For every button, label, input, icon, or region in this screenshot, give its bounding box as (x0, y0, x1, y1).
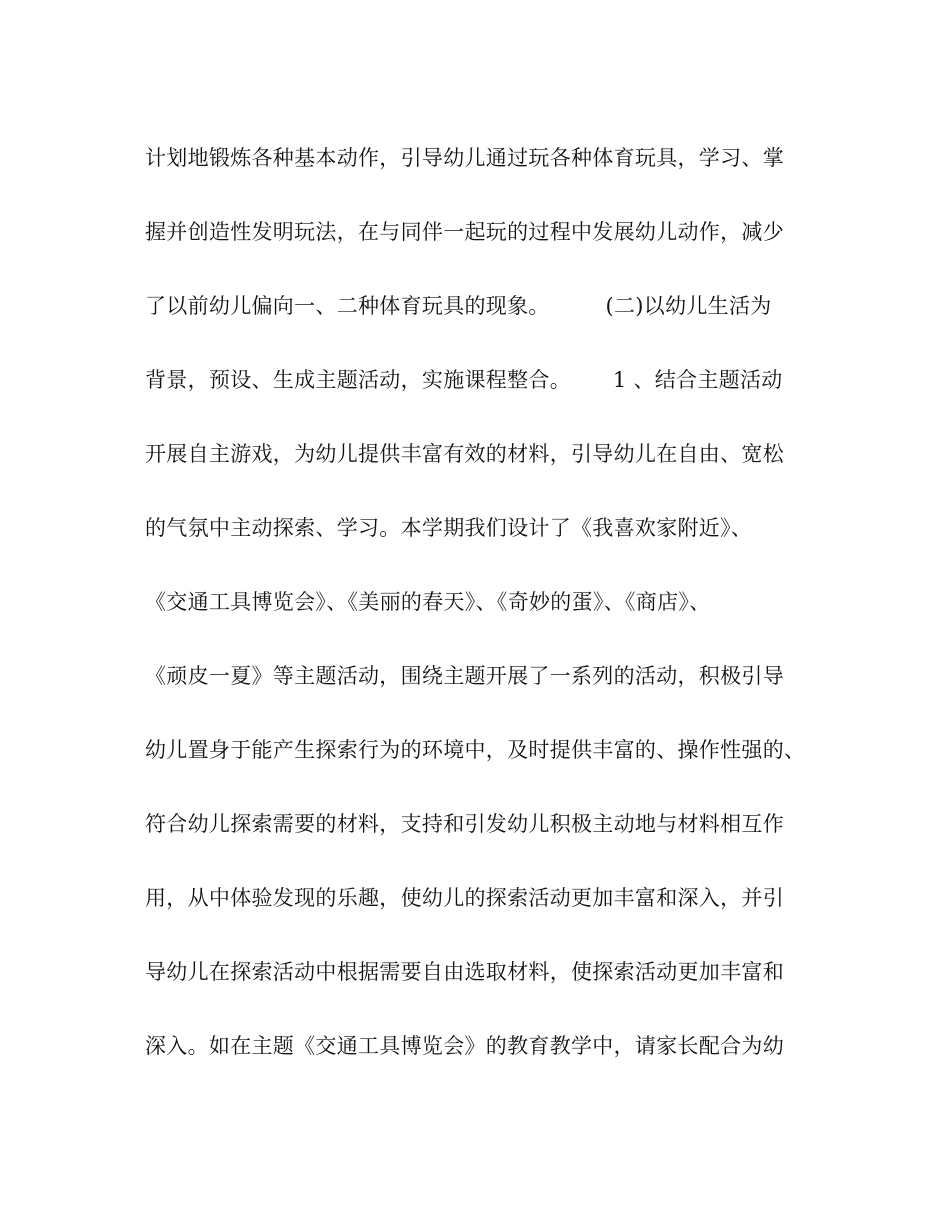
text-line: 握并创造性发明玩法，在与同伴一起玩的过程中发展幼儿动作，减少 (145, 220, 784, 244)
text-line: 幼儿置身于能产生探索行为的环境中，及时提供丰富的、操作性强的、 (145, 738, 806, 762)
body-text (145, 140, 825, 1102)
text-line: 的气氛中主动探索、学习。本学期我们设计了《我喜欢家附近》、 (145, 516, 753, 540)
text-line: 深入。如在主题《交通工具博览会》的教育教学中，请家长配合为幼 (145, 1034, 784, 1058)
text-line: 了以前幼儿偏向一、二种体育玩具的现象。 (二)以幼儿生活为 (145, 294, 772, 318)
text-line: 用，从中体验发现的乐趣，使幼儿的探索活动更加丰富和深入，并引 (145, 886, 784, 910)
text-line: 导幼儿在探索活动中根据需要自由选取材料，使探索活动更加丰富和 (145, 960, 784, 984)
text-line: 《交通工具博览会》、《美丽的春天》、《奇妙的蛋》、《商店》、 (145, 590, 711, 614)
text-line: 背景，预设、生成主题活动，实施课程整合。 1 、结合主题活动 (145, 368, 783, 392)
text-line: 计划地锻炼各种基本动作，引导幼儿通过玩各种体育玩具，学习、掌 (145, 146, 784, 170)
text-line: 符合幼儿探索需要的材料，支持和引发幼儿积极主动地与材料相互作 (145, 812, 784, 836)
text-line: 开展自主游戏，为幼儿提供丰富有效的材料，引导幼儿在自由、宽松 (145, 442, 784, 466)
text-line: 《顽皮一夏》等主题活动，围绕主题开展了一系列的活动，积极引导 (145, 664, 784, 688)
